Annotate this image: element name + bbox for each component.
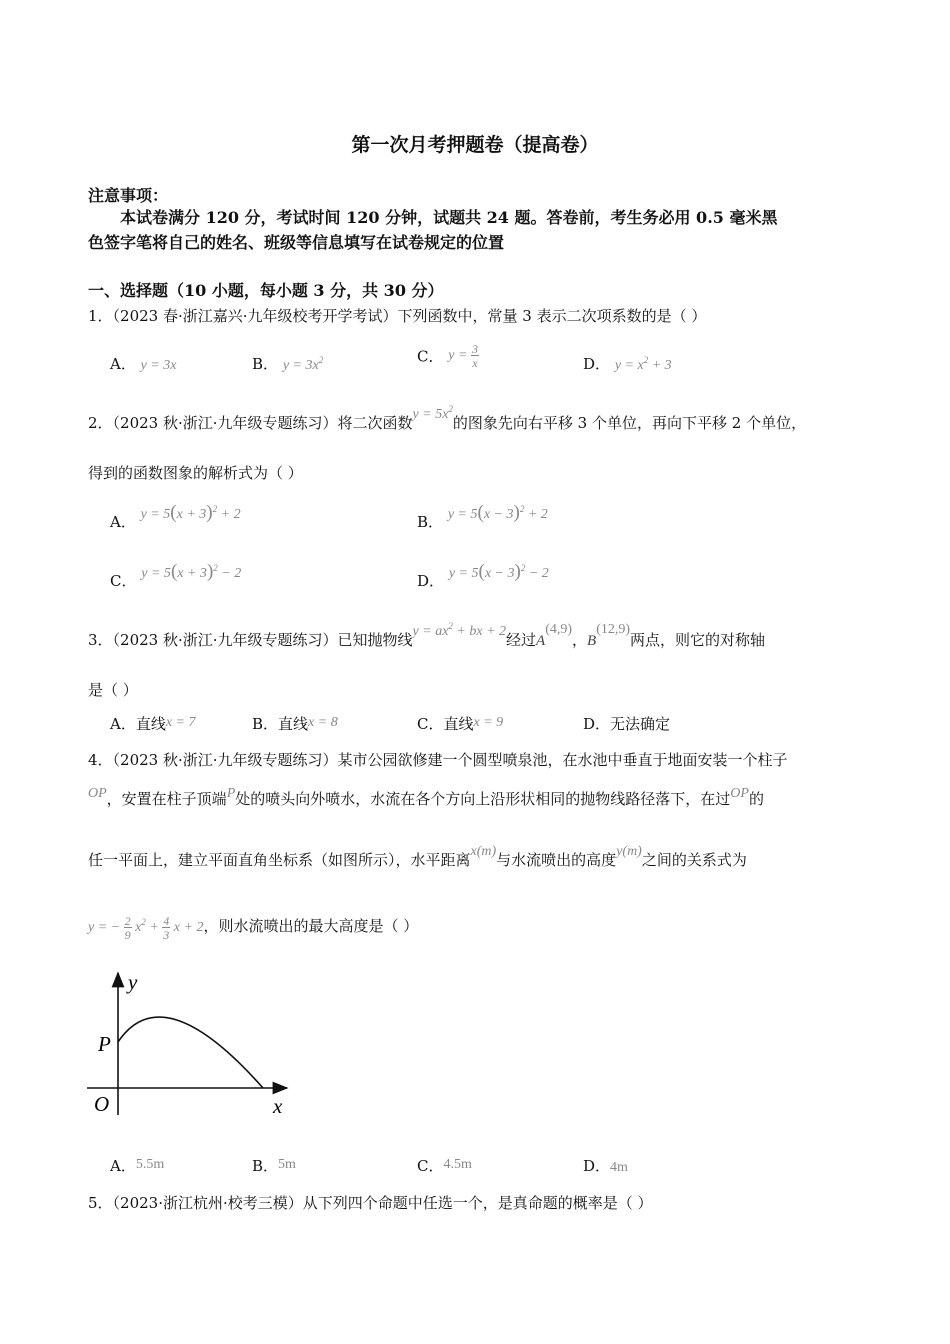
stem-text: 处的喷头向外喷水，水流在各个方向上沿形状相同的抛物线路径落下，在过 (235, 790, 731, 808)
option-label: C． (417, 347, 444, 366)
var-op: OP (88, 786, 107, 801)
option-label: A． (110, 355, 136, 373)
option-label: D．无法确定 (583, 715, 671, 733)
option-label: B． (417, 513, 444, 531)
option-label: D． (583, 1157, 611, 1175)
q4-option-c[interactable] (417, 1155, 472, 1176)
formula: $y = 5x^2$ (412, 404, 453, 422)
option-label: A．直线 (110, 715, 166, 733)
q3-option-c[interactable] (417, 713, 503, 734)
point-b: B (587, 633, 597, 649)
formula: y = − $\frac{2}{9}$ $x^2$ + $\frac{4}{3}$ x + 2 (88, 914, 204, 942)
parabola-curve (118, 1017, 263, 1088)
point-a-coord: (4,9) (545, 622, 573, 637)
option-value: 5m (278, 1157, 296, 1172)
stem-text: 的图象先向右平移 3 个单位，再向下平移 2 个单位， (452, 414, 807, 432)
formula: y = 3x (140, 358, 177, 373)
formula: $y = ax^2$ + bx + 2 (412, 621, 507, 639)
stem-text: 两点，则它的对称轴 (630, 631, 766, 649)
p-label: P (98, 1032, 111, 1056)
stem-text: 任一平面上，建立平面直角坐标系（如图所示），水平距离 (88, 851, 471, 869)
question-4-stem-line-3 (88, 844, 747, 870)
q1-option-d[interactable] (583, 353, 672, 374)
q4-option-b[interactable] (252, 1155, 296, 1176)
q1-option-c[interactable] (417, 343, 479, 369)
x-axis-label: x (273, 1094, 283, 1118)
stem-text: 经过 (506, 631, 537, 649)
stem-text: 3．（2023 秋·浙江·九年级专题练习）已知抛物线 (88, 631, 413, 649)
q1-option-b[interactable] (252, 353, 323, 374)
notice-heading: 注意事项： (88, 186, 169, 205)
var-op: OP (730, 786, 749, 801)
formula: x = 8 (308, 715, 338, 730)
question-3-stem-line-1 (88, 621, 766, 650)
question-5-stem: 5．（2023·浙江杭州·校考三模）从下列四个命题中任选一个，是真命题的概率是（ ） (88, 1194, 653, 1212)
origin-label: O (94, 1092, 110, 1116)
stem-text: 的 (748, 790, 764, 808)
question-4-stem-line-1: 4．（2023 秋·浙江·九年级专题练习）某市公园欲修建一个圆型喷泉池，在水池中垂直于地面安装一个柱子 (88, 751, 788, 769)
separator: ， (572, 631, 588, 649)
formula: x = 9 (473, 715, 504, 730)
q3-option-a[interactable] (110, 713, 196, 734)
stem-text: 2．（2023 秋·浙江·九年级专题练习）将二次函数 (88, 414, 413, 432)
y-axis-label: y (128, 970, 138, 994)
formula: x = 7 (165, 715, 196, 730)
option-label: B． (252, 1157, 279, 1175)
q2-option-c[interactable] (110, 561, 242, 590)
option-label: C． (417, 1157, 444, 1175)
option-label: C． (110, 572, 137, 590)
stem-text: ，则水流喷出的最大高度是（ ） (203, 917, 419, 936)
option-value: 4.5m (443, 1157, 472, 1172)
option-value: 5.5m (135, 1157, 165, 1172)
stem-text: 之间的关系式为 (641, 851, 747, 869)
formula: $y = x^2 + 3$ (614, 355, 672, 373)
question-2-stem-line-1 (88, 404, 807, 433)
formula: $y = 3x^2$ (282, 355, 324, 373)
question-2-stem-line-2: 得到的函数图象的解析式为（ ） (88, 464, 303, 482)
point-a: A (536, 633, 546, 649)
question-4-stem-line-2 (88, 788, 764, 809)
q2-option-a[interactable] (110, 502, 241, 531)
q1-option-a[interactable] (110, 353, 177, 374)
option-label: B．直线 (252, 715, 309, 733)
option-label: A． (110, 1157, 136, 1175)
question-3-stem-line-2: 是（ ） (88, 681, 138, 699)
formula: $y = 5(x - 3)^2 + 2$ (447, 502, 548, 523)
formula: y = $\frac{3}{x}$ (448, 342, 478, 370)
var-xm: x(m) (470, 844, 497, 859)
option-label: C．直线 (417, 715, 474, 733)
formula: $y = 5(x + 3)^2 + 2$ (140, 502, 241, 523)
parabola-figure (85, 965, 300, 1120)
point-b-coord: (12,9) (596, 622, 631, 637)
q2-option-b[interactable] (417, 502, 548, 531)
var-ym: y(m) (616, 844, 642, 859)
notice-line-1: 本试卷满分 120 分，考试时间 120 分钟，试题共 24 题。答卷前，考生务必用 0.5 毫米黑 (120, 208, 778, 227)
option-label: B． (252, 355, 279, 373)
page-title: 第一次月考押题卷（提高卷） (351, 134, 599, 156)
question-1-stem: 1．（2023 春·浙江嘉兴·九年级校考开学考试）下列函数中，常量 3 表示二次项系数的是（ ） (88, 307, 707, 325)
notice-line-2: 色签字笔将自己的姓名、班级等信息填写在试卷规定的位置 (88, 233, 505, 252)
formula: $y = 5(x + 3)^2 - 2$ (141, 561, 242, 582)
option-label: D． (583, 355, 611, 373)
option-value: 4m (610, 1160, 628, 1175)
q2-option-d[interactable] (417, 561, 549, 590)
option-label: A． (110, 513, 136, 531)
q4-option-a[interactable] (110, 1155, 164, 1176)
option-label: D． (417, 572, 445, 590)
stem-text: ，安置在柱子顶端 (106, 790, 227, 808)
q3-option-b[interactable] (252, 713, 338, 734)
question-4-stem-line-4 (88, 915, 418, 941)
formula: $y = 5(x - 3)^2 - 2$ (448, 561, 549, 582)
q3-option-d[interactable] (583, 713, 670, 734)
var-p: P (226, 786, 236, 801)
section-heading: 一、选择题（10 小题，每小题 3 分，共 30 分） (88, 281, 444, 300)
q4-option-d[interactable] (583, 1155, 628, 1176)
stem-text: 与水流喷出的高度 (496, 851, 617, 869)
